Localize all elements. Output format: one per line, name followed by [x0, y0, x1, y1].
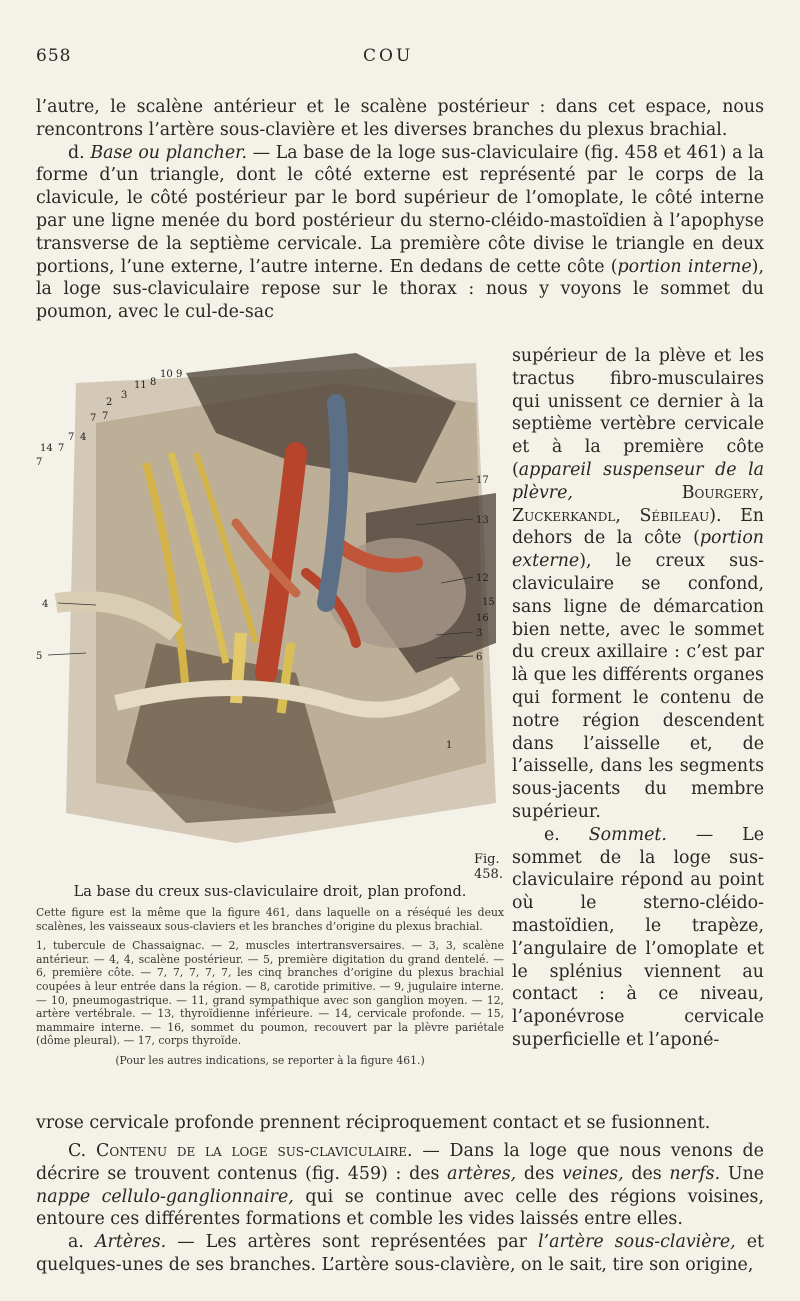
fig-label-15: 15 [482, 597, 495, 608]
fig-label-8: 8 [150, 377, 157, 388]
column-text-1: supérieur de la plève et les tractus fibro-musculaires qui unissent ce dernier à la septième vertèbre cervicale et à la première côte ( [512, 346, 764, 480]
section-c-text-1: — Dans la loge que nous venons de décrire se trouvent contenus (fig. 459) : des [36, 1141, 764, 1184]
figure-number: Fig. 458. [474, 852, 503, 882]
page-number: 658 [36, 46, 72, 66]
fig-label-3: 3 [121, 390, 128, 401]
fig-label-14: 14 [40, 443, 53, 454]
section-d-paragraph [36, 142, 764, 324]
section-c-paragraph [36, 1140, 764, 1231]
fig-label-7b: 7 [102, 411, 109, 422]
fig-label-7d: 7 [58, 443, 65, 454]
fig-label-5: 5 [36, 651, 43, 662]
caption-reference: (Pour les autres indications, se reporter à la figure 461.) [115, 1053, 425, 1067]
section-c-lead: C. [68, 1141, 87, 1161]
fig-label-4-left: 4 [42, 599, 49, 610]
section-a-title: Artères. [94, 1232, 167, 1253]
caption-legend: 1, tubercule de Chassaignac. — 2, muscles intertransversaires. — 3, 3, scalène antérieur. — 4, 4, scalène postérieur. — 5, première digitation du grand dentelé. — 6, première côte. — 7, 7, 7, 7, 7, les cinq branches d’origine du plexus brachial coupées à leur entrée dans la région. — 8, carotide primitive. — 9, jugulaire interne. — 10, pneumogastrique. — 11, grand sympathique avec son ganglion moyen. — 12, artère vertébrale. — 13, thyroïdienne inférieure. — 14, cervicale profonde. — 15, mammaire interne. — 16, sommet du poumon, recouvert par la plèvre pariétale (dôme pleural). — 17, corps thyroïde. [36, 939, 504, 1048]
section-d-text-2: ), la loge sus-claviculaire repose sur le thorax : nous y voyons le sommet du poumon, avec le cul-de-sac [36, 256, 764, 323]
fig-label-7e: 7 [36, 457, 43, 468]
section-c-text-5: qui se continue avec celle des régions voisines, entoure ces différentes formations et comble les vides laissés entre elles. [36, 1186, 764, 1230]
fig-label-7c: 7 [68, 432, 75, 443]
portion-interne: portion interne [617, 256, 752, 277]
fig-label-17: 17 [476, 475, 489, 486]
fig-label-12: 12 [476, 573, 489, 584]
fig-label-7a: 7 [90, 413, 97, 424]
figure-illustration [36, 343, 500, 848]
section-a-paragraph [36, 1231, 764, 1277]
section-d-lead: d. [68, 142, 85, 163]
em-nerfs: nerfs. [669, 1163, 721, 1184]
column-text-2: ). En dehors de la côte ( [512, 505, 764, 549]
column-text-3: ), le creux sus-claviculaire se confond, sans ligne de démarcation bien nette, avec le sommet du creux axillaire : c’est par là que les différents organes qui forment le contenu de notre région descendent dans l’aisselle et, de l’aisselle, dans les segments sous-jacents du membre supérieur. [512, 551, 764, 822]
em-nappe: nappe cellulo-ganglionnaire, [36, 1186, 294, 1207]
section-d-title: Base ou plancher. [90, 142, 248, 163]
fig-label-3-right: 3 [476, 628, 483, 639]
section-e-paragraph [512, 824, 764, 1052]
fig-label-16: 16 [476, 613, 489, 624]
section-c-text-2: des [516, 1163, 562, 1184]
right-column-paragraph [512, 345, 764, 824]
running-title: COU [363, 46, 414, 66]
anatomical-figure [36, 343, 500, 848]
figure-caption [36, 852, 504, 1068]
fig-label-4-top: 4 [80, 432, 87, 443]
fig-label-10: 10 [160, 369, 173, 380]
fig-label-11: 11 [134, 380, 147, 391]
section-a-text-2: et quelques-unes de ses branches. L’artère sous-clavière, on le sait, tire son origine, [36, 1232, 764, 1275]
fig-label-9: 9 [176, 369, 183, 380]
continuation-text: vrose cervicale profonde prennent réciproquement contact et se fusionnent. [36, 1113, 711, 1133]
author-names: Bourgery, Zuckerkandl, Sébileau [512, 482, 764, 526]
fig-label-6: 6 [476, 652, 483, 663]
section-c-title: Contenu de la loge sus-claviculaire. [96, 1141, 413, 1161]
em-artere-sous-claviere: l’artère sous-clavière, [538, 1232, 736, 1253]
intro-text [36, 96, 764, 324]
section-a-text-1: — Les artères sont représentées par [166, 1232, 539, 1253]
fig-label-1: 1 [446, 740, 453, 751]
em-arteres: artères, [447, 1163, 517, 1184]
section-c-text-3: des [623, 1163, 670, 1184]
section-d-text: — La base de la loge sus-claviculaire (fig. 458 et 461) a la forme d’un triangle, dont le côté externe est représenté par le corps de la clavicule, le côté postérieur par le bord supérieur de l’omoplate, le côté interne par une ligne menée du bord postérieur du sterno-cléido-mastoïdien à l’apophyse transverse de la septième cervicale. La première côte divise le triangle en deux portions, l’une externe, l’autre interne. En dedans de cette côte ( [36, 142, 765, 277]
portion-externe: portion externe [512, 528, 764, 572]
section-e-text: — Le sommet de la loge sus-claviculaire répond au point où le sterno-cléido-mastoïdien, le trapèze, l’angulaire de l’omoplate et le splénius viennent au contact : à ce niveau, l’aponévrose cervicale superficielle et l’aponé- [512, 824, 764, 1050]
section-a-lead: a. [68, 1232, 84, 1253]
caption-note: Cette figure est la même que la figure 461, dans laquelle on a réséqué les deux scalènes, les vaisseaux sous-claviers et les branches d’origine du plexus brachial. [36, 906, 504, 933]
intro-paragraph-1: l’autre, le scalène antérieur et le scalène postérieur : dans cet espace, nous rencontrons l’artère sous-clavière et les diverses branches du plexus brachial. [36, 97, 764, 140]
section-e-title: Sommet. [588, 824, 667, 845]
section-c-text-4: Une [720, 1163, 764, 1184]
right-column-text [512, 345, 764, 1052]
appareil-suspenseur: appareil suspenseur de la plèvre, [512, 459, 764, 503]
section-e-lead: e. [544, 824, 560, 845]
figure-title: La base du creux sus-claviculaire droit, plan profond. [73, 884, 467, 900]
caption-body [36, 906, 504, 1068]
continuation-line [36, 1112, 764, 1135]
fig-label-2: 2 [106, 397, 113, 408]
em-veines: veines, [562, 1163, 624, 1184]
bottom-text [36, 1140, 764, 1277]
fig-label-13: 13 [476, 515, 489, 526]
